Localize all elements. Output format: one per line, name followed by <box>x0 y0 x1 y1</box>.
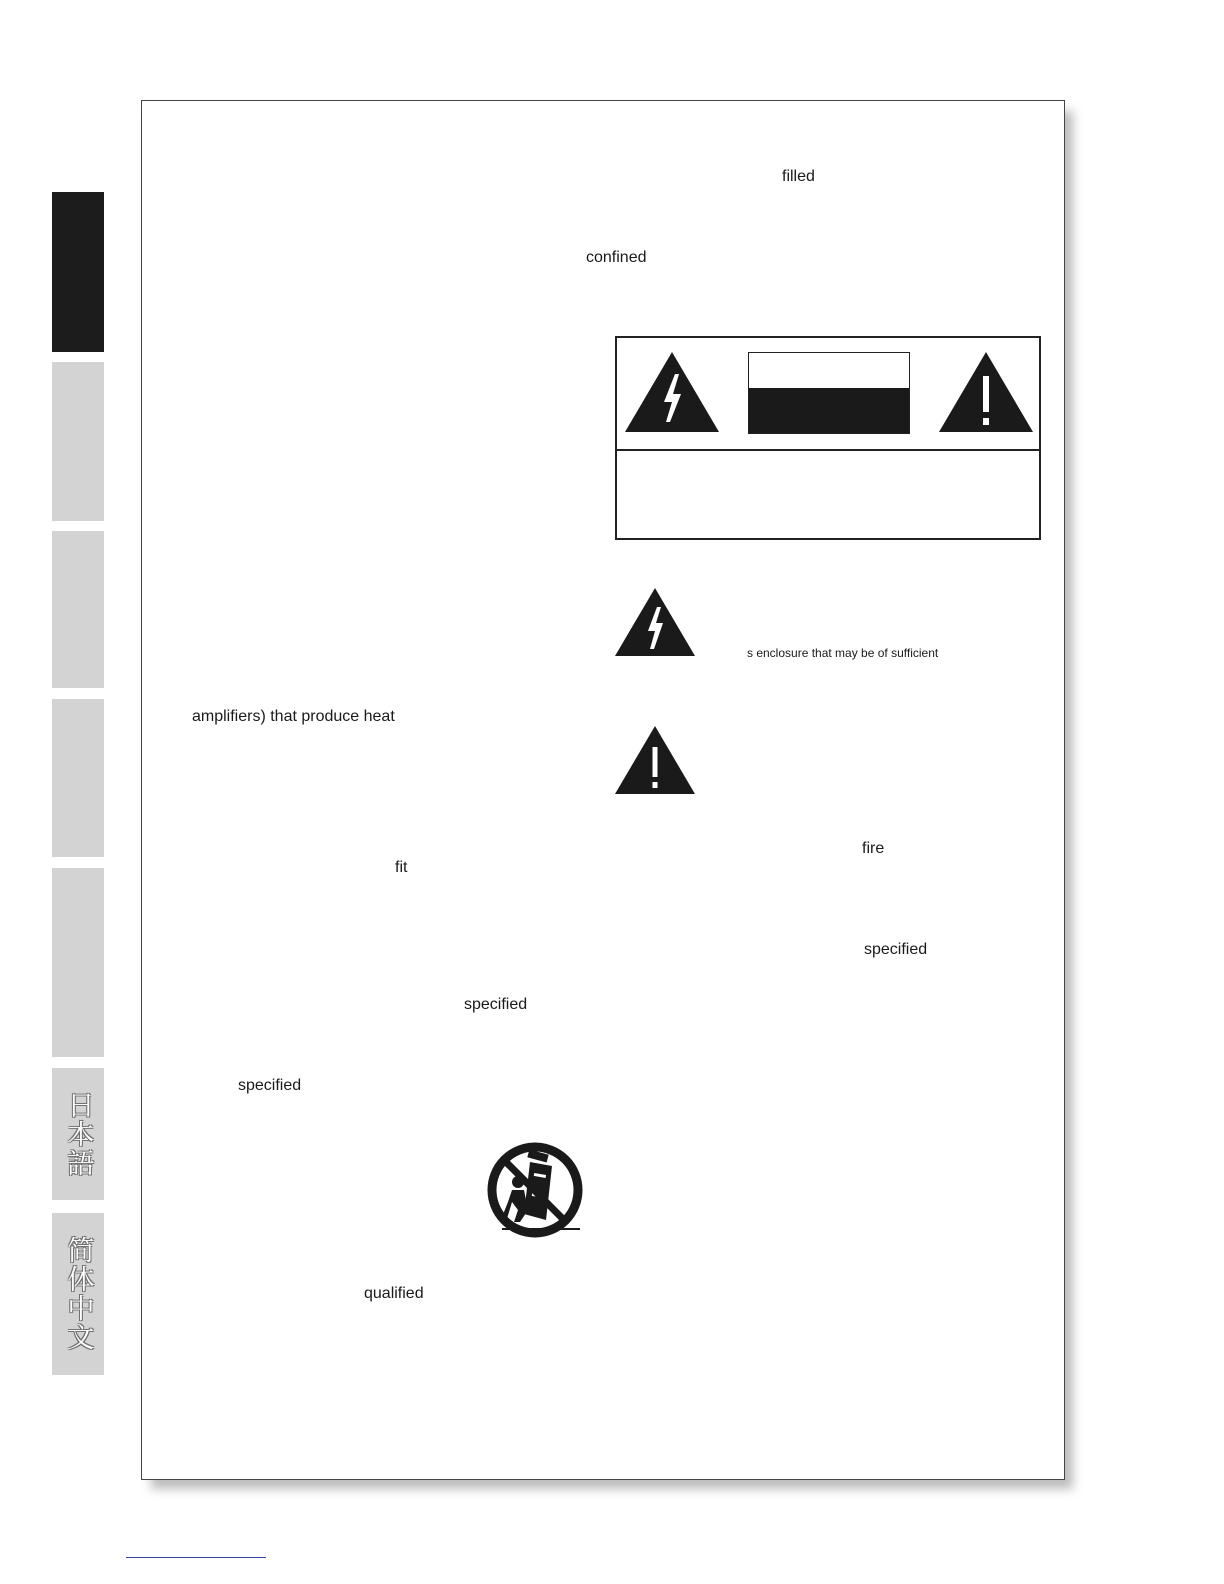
exclamation-warning-icon <box>614 725 696 795</box>
lightning-warning-icon <box>623 350 721 434</box>
text-fire: fire <box>862 840 885 857</box>
text-amplifiers: amplifiers) that produce heat <box>192 708 395 725</box>
side-tab-label <box>52 192 104 352</box>
text-specified-left: specified <box>238 1077 302 1094</box>
footer-link-underline[interactable] <box>126 1557 266 1558</box>
caution-label-panel <box>748 352 910 434</box>
side-tab-label-japanese: 日本語 <box>62 1090 94 1178</box>
text-specified-mid: specified <box>464 996 528 1013</box>
side-tab-3[interactable] <box>52 531 104 688</box>
caution-label-top <box>749 353 909 388</box>
exclamation-warning-icon <box>937 350 1035 434</box>
text-filled: filled <box>782 168 815 185</box>
safety-page <box>141 100 1065 1480</box>
text-enclosure: s enclosure that may be of sufficient <box>747 646 939 660</box>
side-tab-chinese[interactable] <box>52 1213 104 1375</box>
side-tab-label-chinese: 简体中文 <box>62 1236 94 1352</box>
text-confined: confined <box>586 249 647 266</box>
side-tab-japanese[interactable] <box>52 1068 104 1200</box>
text-fit: fit <box>395 859 408 876</box>
side-tab-4[interactable] <box>52 699 104 857</box>
side-tab-5[interactable] <box>52 868 104 1057</box>
text-qualified: qualified <box>364 1285 424 1302</box>
side-tab-2[interactable] <box>52 362 104 521</box>
side-tab-label <box>52 699 104 857</box>
side-tab-label <box>52 362 104 521</box>
no-cart-tip-over-icon <box>484 1140 588 1242</box>
caution-label-box <box>615 336 1041 540</box>
caution-label-bottom <box>749 388 909 433</box>
side-tab-english[interactable] <box>52 192 104 352</box>
side-tab-label <box>52 868 104 1057</box>
caution-divider <box>617 449 1039 451</box>
text-specified-right: specified <box>864 941 928 958</box>
side-tab-label <box>52 531 104 688</box>
lightning-warning-icon <box>614 587 696 657</box>
